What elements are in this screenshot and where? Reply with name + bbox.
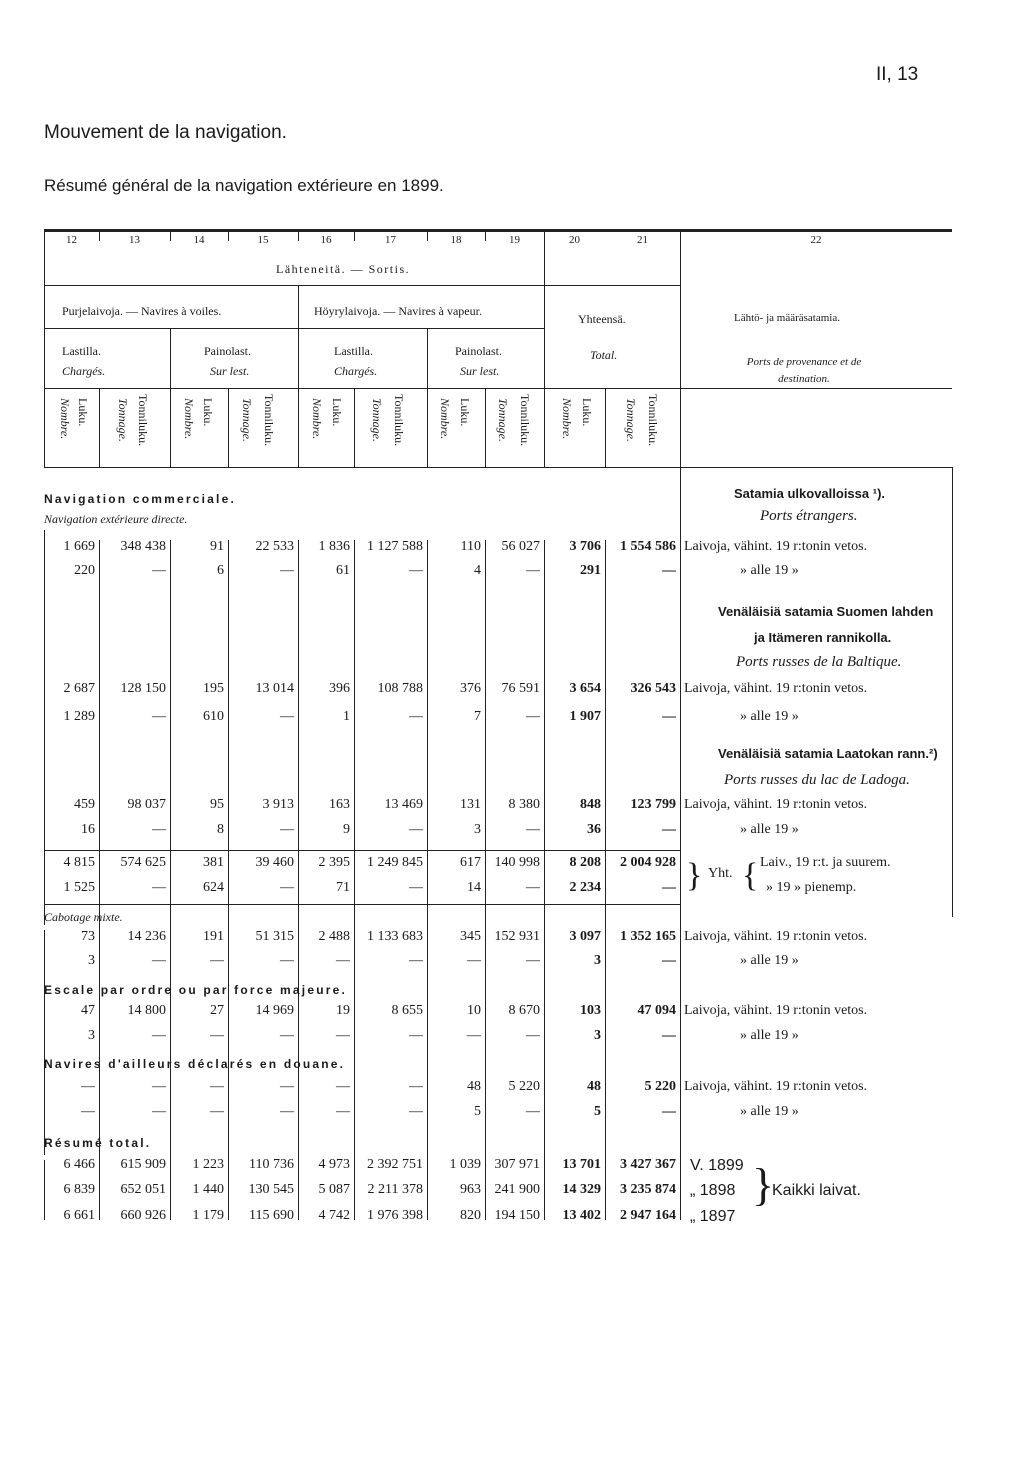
col-number: 14 [193, 234, 205, 246]
table-cell: 51 315 [255, 929, 294, 944]
yht-open-brace: { [742, 857, 759, 894]
table-cell: 14 800 [127, 1003, 166, 1018]
table-cell: — [526, 953, 540, 968]
col-number: 18 [450, 234, 462, 246]
table-cell: 610 [203, 709, 224, 724]
header-sail: Purjelaivoja. — Navires à voiles. [62, 304, 222, 318]
table-cell: — [280, 563, 294, 578]
table-cell: 1 352 165 [620, 929, 676, 944]
row-label-1899: V. 1899 [690, 1157, 744, 1174]
row-label-foreign-small: » alle 19 » [740, 563, 799, 578]
yht-brace: } [686, 857, 703, 894]
table-cell: 108 788 [377, 681, 423, 696]
header-steam-loaded-number-fi: Luku. [330, 398, 344, 427]
table-cell: — [280, 822, 294, 837]
col-number: 22 [810, 234, 822, 246]
table-cell: 13 469 [384, 797, 423, 812]
table-cell: 220 [74, 563, 95, 578]
col-number: 17 [385, 234, 396, 246]
section-cabotage: Cabotage mixte. [44, 910, 123, 924]
header-sail-ballast-fr: Sur lest. [210, 364, 250, 378]
header-steam-ballast-fi: Painolast. [455, 344, 502, 358]
table-cell: 381 [203, 855, 224, 870]
table-cell: 4 [474, 563, 481, 578]
table-cell: 76 591 [501, 681, 540, 696]
table-cell: 624 [203, 880, 224, 895]
table-cell: 6 466 [63, 1157, 95, 1172]
table-cell: — [336, 953, 350, 968]
table-cell: 191 [203, 929, 224, 944]
table-cell: — [152, 880, 166, 895]
table-cell: — [526, 1028, 540, 1043]
row-label-esc-small: » alle 19 » [740, 1028, 799, 1043]
table-cell: 130 545 [248, 1182, 294, 1197]
table-cell: 110 736 [249, 1157, 294, 1172]
section-commerce: Navigation commerciale. [44, 492, 236, 506]
table-cell: 848 [580, 797, 601, 812]
header-sail-loaded-tonnage-fi: Tonniluku. [136, 394, 150, 447]
row-label-ladoga-small: » alle 19 » [740, 822, 799, 837]
row-label-cab-small: » alle 19 » [740, 953, 799, 968]
table-cell: 3 [594, 953, 601, 968]
table-cell: 9 [343, 822, 350, 837]
heading-foreign-fr: Ports étrangers. [760, 508, 858, 524]
table-cell: — [152, 822, 166, 837]
table-cell: 1 836 [318, 539, 350, 554]
header-steam-ballast-tonnage-fi: Tonniluku. [518, 394, 532, 447]
table-cell: — [409, 1079, 423, 1094]
header-ports-fi: Lähtö- ja määräsatamia. [734, 312, 840, 324]
table-cell: 3 654 [569, 681, 601, 696]
table-cell: 5 [474, 1104, 481, 1119]
table-cell: — [336, 1028, 350, 1043]
table-cell: — [210, 1104, 224, 1119]
heading-baltic-fi1: Venäläisiä satamia Suomen lahden [718, 604, 934, 619]
table-cell: 1 133 683 [367, 929, 423, 944]
table-cell: 14 969 [255, 1003, 294, 1018]
yht-label: Yht. [708, 866, 733, 881]
table-cell: 4 815 [63, 855, 95, 870]
table-cell: 8 380 [508, 797, 540, 812]
table-cell: — [409, 709, 423, 724]
table-cell: — [152, 563, 166, 578]
table-cell: 110 [460, 539, 481, 554]
table-cell: 4 742 [318, 1208, 350, 1223]
header-steam-ballast-tonnage-fr: Tonnage. [496, 398, 510, 442]
table-cell: — [409, 953, 423, 968]
header-steam-loaded-fi: Lastilla. [334, 344, 373, 358]
table-cell: 152 931 [494, 929, 540, 944]
row-label-dec-big: Laivoja, vähint. 19 r:tonin vetos. [684, 1079, 868, 1094]
table-cell: 3 706 [569, 539, 601, 554]
table-cell: 660 926 [120, 1208, 166, 1223]
table-cell: 3 913 [262, 797, 294, 812]
table-cell: — [280, 1028, 294, 1043]
table-cell: 71 [336, 880, 350, 895]
table-cell: 241 900 [494, 1182, 540, 1197]
table-cell: 14 236 [127, 929, 166, 944]
table-cell: 1 440 [192, 1182, 224, 1197]
table-cell: 13 402 [562, 1208, 601, 1223]
table-cell: — [526, 880, 540, 895]
header-sail-ballast-tonnage-fr: Tonnage. [240, 398, 254, 442]
table-cell: — [409, 880, 423, 895]
header-total-fi: Yhteensä. [578, 312, 626, 326]
table-cell: 2 395 [318, 855, 350, 870]
table-cell: — [662, 563, 676, 578]
table-cell: 1 127 588 [367, 539, 423, 554]
table-cell: 4 973 [318, 1157, 350, 1172]
table-cell: — [81, 1079, 95, 1094]
table-cell: 2 234 [569, 880, 601, 895]
header-sail-loaded-number-fi: Luku. [76, 398, 90, 427]
table-cell: 376 [460, 681, 481, 696]
table-cell: 16 [81, 822, 95, 837]
table-cell: — [152, 1104, 166, 1119]
header-steam-loaded-number-fr: Nombre. [310, 398, 324, 440]
header-group-sortis: Lähteneitä. — Sortis. [276, 262, 411, 276]
table-cell: 615 909 [120, 1157, 166, 1172]
table-cell: 6 839 [63, 1182, 95, 1197]
table-cell: 123 799 [630, 797, 676, 812]
table-cell: 19 [336, 1003, 350, 1018]
table-cell: 1 039 [449, 1157, 481, 1172]
header-sail-loaded-tonnage-fr: Tonnage. [116, 398, 130, 442]
table-cell: — [526, 563, 540, 578]
table-cell: 194 150 [494, 1208, 540, 1223]
table-cell: 3 235 874 [620, 1182, 676, 1197]
page-subtitle: Résumé général de la navigation extérieure en 1899. [44, 176, 444, 195]
table-cell: 48 [467, 1079, 481, 1094]
row-label-1897: „ 1897 [690, 1208, 736, 1225]
heading-ladoga-fi: Venäläisiä satamia Laatokan rann.²) [718, 746, 938, 761]
table-cell: 3 [474, 822, 481, 837]
row-label-dec-small: » alle 19 » [740, 1104, 799, 1119]
table-cell: 291 [580, 563, 601, 578]
header-total-fr: Total. [590, 348, 618, 362]
header-steam-loaded-tonnage-fr: Tonnage. [370, 398, 384, 442]
table-cell: — [409, 1028, 423, 1043]
row-label-foreign-big: Laivoja, vähint. 19 r:tonin vetos. [684, 539, 868, 554]
table-cell: 2 947 164 [620, 1208, 676, 1223]
table-cell: — [467, 1028, 481, 1043]
table-cell: — [526, 1104, 540, 1119]
table-cell: 39 460 [255, 855, 294, 870]
row-label-baltic-big: Laivoja, vähint. 19 r:tonin vetos. [684, 681, 868, 696]
table-cell: — [336, 1079, 350, 1094]
table-cell: — [81, 1104, 95, 1119]
header-sail-loaded-fi: Lastilla. [62, 344, 101, 358]
col-number: 13 [129, 234, 140, 246]
col-number: 16 [320, 234, 332, 246]
table-cell: — [280, 709, 294, 724]
table-cell: 6 [217, 563, 224, 578]
table-cell: — [152, 1028, 166, 1043]
table-cell: 2 392 751 [367, 1157, 423, 1172]
table-cell: — [467, 953, 481, 968]
table-cell: 61 [336, 563, 350, 578]
table-cell: 8 [217, 822, 224, 837]
table-cell: 8 655 [391, 1003, 423, 1018]
table-cell: 3 427 367 [620, 1157, 676, 1172]
table-cell: 5 220 [644, 1079, 676, 1094]
table-cell: 1 907 [569, 709, 601, 724]
table-cell: 1 223 [192, 1157, 224, 1172]
table-cell: 103 [580, 1003, 601, 1018]
table-cell: — [210, 1079, 224, 1094]
table-cell: 1 525 [63, 880, 95, 895]
row-label-yht-small: » 19 » pienemp. [766, 880, 857, 895]
table-cell: — [409, 822, 423, 837]
table-cell: 652 051 [120, 1182, 166, 1197]
table-cell: — [526, 822, 540, 837]
col-number: 20 [569, 234, 580, 246]
header-steam-ballast-number-fr: Nombre. [438, 398, 452, 440]
header-total-number-fr: Nombre. [560, 398, 574, 440]
header-sail-ballast-number-fi: Luku. [201, 398, 215, 427]
all-ships-label: Kaikki laivat. [772, 1182, 861, 1199]
header-steam-ballast-fr: Sur lest. [460, 364, 500, 378]
table-cell: 2 488 [318, 929, 350, 944]
header-sail-ballast-fi: Painolast. [204, 344, 251, 358]
page-number: II, 13 [876, 64, 919, 85]
heading-ladoga-fr: Ports russes du lac de Ladoga. [724, 772, 910, 788]
table-cell: 14 [467, 880, 481, 895]
table-cell: 348 438 [120, 539, 166, 554]
table-cell: 128 150 [120, 681, 166, 696]
table-cell: 307 971 [494, 1157, 540, 1172]
table-cell: 5 220 [508, 1079, 540, 1094]
table-cell: 10 [467, 1003, 481, 1018]
col-number: 12 [66, 234, 77, 246]
table-cell: 820 [460, 1208, 481, 1223]
table-cell: 2 004 928 [620, 855, 676, 870]
heading-foreign-fi: Satamia ulkovalloissa ¹). [734, 486, 886, 501]
table-cell: 459 [74, 797, 95, 812]
table-cell: 13 014 [255, 681, 294, 696]
table-cell: — [280, 1079, 294, 1094]
header-total-tonnage-fr: Tonnage. [624, 398, 638, 442]
table-cell: 115 690 [249, 1208, 294, 1223]
table-cell: 22 533 [255, 539, 294, 554]
table-cell: 56 027 [501, 539, 540, 554]
table-cell: 8 670 [508, 1003, 540, 1018]
col-number: 19 [509, 234, 520, 246]
table-cell: — [210, 953, 224, 968]
table-cell: — [662, 880, 676, 895]
table-cell: 1 554 586 [620, 539, 676, 554]
table-cell: 3 [594, 1028, 601, 1043]
table-cell: 73 [81, 929, 95, 944]
header-total-number-fi: Luku. [580, 398, 594, 427]
row-label-yht-big: Laiv., 19 r:t. ja suurem. [760, 855, 891, 870]
header-steam: Höyrylaivoja. — Navires à vapeur. [314, 304, 482, 318]
section-declared: Navires d'ailleurs déclarés en douane. [44, 1057, 346, 1071]
header-steam-loaded-tonnage-fi: Tonniluku. [392, 394, 406, 447]
table-cell: 1 249 845 [367, 855, 423, 870]
page-title: Mouvement de la navigation. [44, 122, 287, 143]
table-cell: — [152, 1079, 166, 1094]
table-cell: — [152, 953, 166, 968]
table-cell: 617 [460, 855, 481, 870]
table-cell: 14 329 [562, 1182, 601, 1197]
table-cell: 163 [329, 797, 350, 812]
table-cell: — [662, 822, 676, 837]
table-cell: 8 208 [569, 855, 601, 870]
section-direct: Navigation extérieure directe. [44, 512, 188, 526]
col-number: 15 [257, 234, 269, 246]
header-steam-ballast-number-fi: Luku. [458, 398, 472, 427]
row-label-1898: „ 1898 [690, 1182, 736, 1199]
table-cell: 1 976 398 [367, 1208, 423, 1223]
header-sail-ballast-tonnage-fi: Tonniluku. [262, 394, 276, 447]
table-cell: 47 [81, 1003, 95, 1018]
table-cell: — [280, 1104, 294, 1119]
table-cell: — [210, 1028, 224, 1043]
table-cell: 1 179 [192, 1208, 224, 1223]
table-cell: 3 [88, 1028, 95, 1043]
table-cell: — [662, 1028, 676, 1043]
year-brace: } [752, 1159, 775, 1210]
table-cell: — [409, 1104, 423, 1119]
table-cell: — [336, 1104, 350, 1119]
row-label-esc-big: Laivoja, vähint. 19 r:tonin vetos. [684, 1003, 868, 1018]
heading-baltic-fr: Ports russes de la Baltique. [736, 654, 902, 670]
table-cell: 1 289 [63, 709, 95, 724]
table-cell: — [662, 709, 676, 724]
table-cell: 6 661 [63, 1208, 95, 1223]
table-cell: — [152, 709, 166, 724]
section-escale: Escale par ordre ou par force majeure. [44, 983, 348, 997]
table-cell: 1 [343, 709, 350, 724]
row-label-baltic-small: » alle 19 » [740, 709, 799, 724]
section-resume: Résumé total. [44, 1136, 152, 1150]
table-cell: 95 [210, 797, 224, 812]
table-cell: — [280, 953, 294, 968]
table-cell: 326 543 [630, 681, 676, 696]
table-cell: 3 [88, 953, 95, 968]
table-cell: — [280, 880, 294, 895]
table-cell: — [409, 563, 423, 578]
table-cell: 7 [474, 709, 481, 724]
header-sail-ballast-number-fr: Nombre. [182, 398, 196, 440]
table-cell: 345 [460, 929, 481, 944]
table-cell: 91 [210, 539, 224, 554]
row-label-cab-big: Laivoja, vähint. 19 r:tonin vetos. [684, 929, 868, 944]
table-cell: — [662, 1104, 676, 1119]
table-cell: 98 037 [127, 797, 166, 812]
table-cell: 574 625 [120, 855, 166, 870]
heading-baltic-fi2: ja Itämeren rannikolla. [754, 630, 892, 645]
table-cell: 5 [594, 1104, 601, 1119]
header-sail-loaded-fr: Chargés. [62, 364, 106, 378]
table-cell: 48 [587, 1079, 601, 1094]
header-sail-loaded-number-fr: Nombre. [58, 398, 72, 440]
table-cell: 396 [329, 681, 350, 696]
header-ports-fr: Ports de provenance et de destination. [746, 356, 862, 385]
table-cell: 5 087 [318, 1182, 350, 1197]
table-cell: 2 211 378 [367, 1182, 423, 1197]
table-cell: 195 [203, 681, 224, 696]
col-number: 21 [637, 234, 648, 246]
table-cell: 1 669 [63, 539, 95, 554]
header-steam-loaded-fr: Chargés. [334, 364, 378, 378]
table-cell: — [662, 953, 676, 968]
table-cell: — [526, 709, 540, 724]
table-cell: 36 [587, 822, 601, 837]
table-cell: 963 [460, 1182, 481, 1197]
header-total-tonnage-fi: Tonniluku. [646, 394, 660, 447]
table-cell: 2 687 [63, 681, 95, 696]
row-label-ladoga-big: Laivoja, vähint. 19 r:tonin vetos. [684, 797, 868, 812]
table-cell: 3 097 [569, 929, 601, 944]
table-cell: 27 [210, 1003, 224, 1018]
table-cell: 13 701 [562, 1157, 601, 1172]
table-cell: 47 094 [637, 1003, 676, 1018]
table-cell: 131 [460, 797, 481, 812]
table-cell: 140 998 [494, 855, 540, 870]
